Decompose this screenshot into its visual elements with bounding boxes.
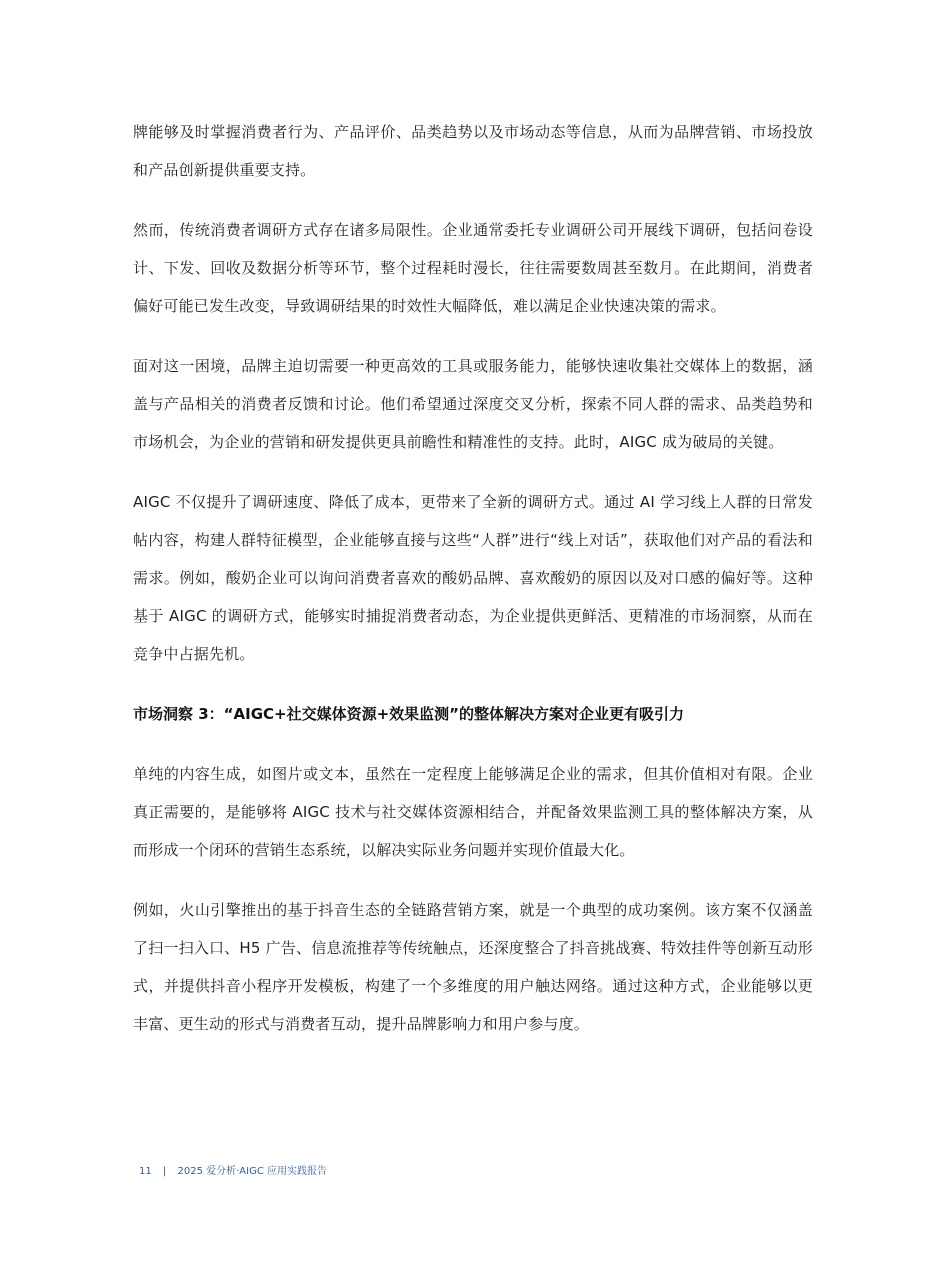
page-number: 11 bbox=[139, 1166, 152, 1177]
body-paragraph-4: AIGC 不仅提升了调研速度、降低了成本，更带来了全新的调研方式。通过 AI 学习线上人群的日常发帖内容，构建人群特征模型，企业能够直接与这些“人群”进行“线上对话”，获取他们对产品的看法和需求。例如，酸奶企业可以询问消费者喜欢的酸奶品牌、喜欢酸奶的原因以及对口感的偏好等。这种基于 AIGC 的调研方式，能够实时捕捉消费者动态，为企业提供更鲜活、更精准的市场洞察，从而在竞争中占据先机。 bbox=[133, 493, 813, 663]
body-paragraph-5: 单纯的内容生成，如图片或文本，虽然在一定程度上能够满足企业的需求，但其价值相对有限。企业真正需要的，是能够将 AIGC 技术与社交媒体资源相结合，并配备效果监测工具的整体解决方案，从而形成一个闭环的营销生态系统，以解决实际业务问题并实现价值最大化。 bbox=[133, 765, 813, 859]
page-footer bbox=[139, 1162, 327, 1177]
body-paragraph-6: 例如，火山引擎推出的基于抖音生态的全链路营销方案，就是一个典型的成功案例。该方案不仅涵盖了扫一扫入口、H5 广告、信息流推荐等传统触点，还深度整合了抖音挑战赛、特效挂件等创新互动形式，并提供抖音小程序开发模板，构建了一个多维度的用户触达网络。通过这种方式，企业能够以更丰富、更生动的形式与消费者互动，提升品牌影响力和用户参与度。 bbox=[133, 901, 813, 1033]
body-paragraph-2: 然而，传统消费者调研方式存在诸多局限性。企业通常委托专业调研公司开展线下调研，包括问卷设计、下发、回收及数据分析等环节，整个过程耗时漫长，往往需要数周甚至数月。在此期间，消费者偏好可能已发生改变，导致调研结果的时效性大幅降低，难以满足企业快速决策的需求。 bbox=[133, 221, 813, 315]
footer-separator: | bbox=[162, 1166, 167, 1177]
section-heading: 市场洞察 3：“AIGC+社交媒体资源+效果监测”的整体解决方案对企业更有吸引力 bbox=[133, 705, 685, 723]
report-title: 2025 爱分析·AIGC 应用实践报告 bbox=[177, 1166, 327, 1177]
body-paragraph-1: 牌能够及时掌握消费者行为、产品评价、品类趋势以及市场动态等信息，从而为品牌营销、市场投放和产品创新提供重要支持。 bbox=[133, 123, 813, 179]
page-content bbox=[133, 113, 813, 1065]
body-paragraph-3: 面对这一困境，品牌主迫切需要一种更高效的工具或服务能力，能够快速收集社交媒体上的数据，涵盖与产品相关的消费者反馈和讨论。他们希望通过深度交叉分析，探索不同人群的需求、品类趋势和市场机会，为企业的营销和研发提供更具前瞻性和精准性的支持。此时，AIGC 成为破局的关键。 bbox=[133, 357, 813, 451]
